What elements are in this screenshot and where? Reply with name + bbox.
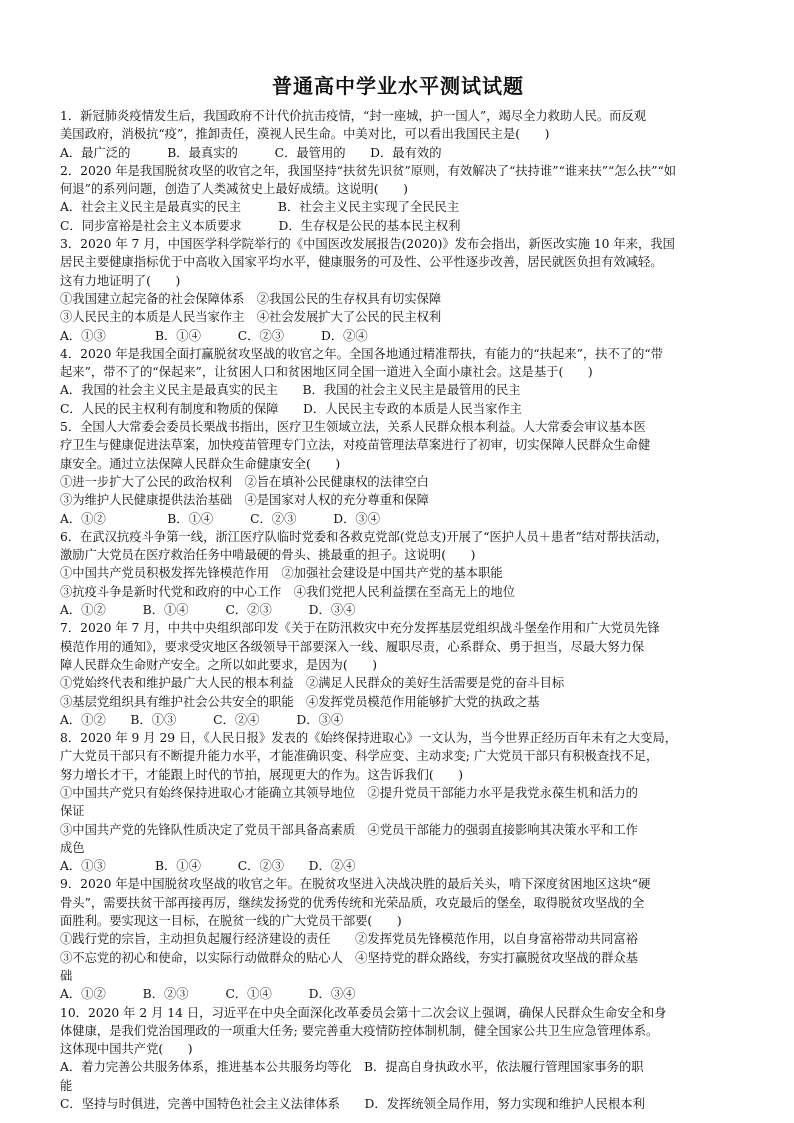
question-9 — [60, 875, 736, 1003]
question-line: 起来”，带不了的“保起来”，让贫困人口和贫困地区同全国一道进入全面小康社会。这是基于( ) — [60, 365, 593, 380]
question-line: 8．2020 年 9 月 29 日，《人民日报》发表的《始终保持进取心》一文认为，当今世界正经历百年未有之大变局， — [60, 731, 678, 746]
question-line: A．我国的社会主义民主是最真实的民主 B．我国的社会主义民主是最管用的民主 — [60, 383, 521, 398]
question-line: 9．2020 年是中国脱贫攻坚战的收官之年。在脱贫攻坚进入决战决胜的最后关头，啃下深度贫困地区这块“硬 — [60, 877, 651, 892]
question-line: A．社会主义民主是最真实的民主 B．社会主义民主实现了全民民主 — [60, 200, 460, 215]
question-line: 体健康，是我们党治国理政的一项重大任务; 要完善重大疫情防控体制机制，健全国家公共卫生应急管理体系。 — [60, 1023, 659, 1038]
question-line: A．最广泛的 B．最真实的 C．最管用的 D．最有效的 — [60, 145, 442, 160]
question-line: 2．2020 年是我国脱贫攻坚的收官之年，我国坚持“扶贫先识贫”原则，有效解决了“扶持谁”“谁来扶”“怎么扶”“如 — [60, 163, 677, 178]
question-list — [60, 107, 736, 1113]
question-line: 激励广大党员在医疗救治任务中啃最硬的骨头、挑最重的担子。这说明( ) — [60, 548, 476, 563]
question-line: 面胜利。要实现这一目标，在脱贫一线的广大党员干部要( ) — [60, 914, 402, 929]
question-line: 这有力地证明了( ) — [60, 273, 181, 288]
question-line: C．坚持与时俱进，完善中国特色社会主义法律体系 D．发挥统领全局作用，努力实现和维护人民根本利 — [60, 1097, 645, 1112]
question-line: ③抗疫斗争是新时代党和政府的中心工作 ④我们党把人民利益摆在至高无上的地位 — [60, 584, 515, 599]
question-line: 7．2020 年 7 月，中共中央组织部印发《关于在防汛救灾中充分发挥基层党组织战斗堡垒作用和广大党员先锋 — [60, 621, 660, 636]
question-line: 骨头”，需要扶贫干部再接再厉，继续发扬党的优秀传统和光荣品质，攻克最后的堡垒，取得脱贫攻坚战的全 — [60, 895, 645, 910]
question-line: ③为维护人民健康提供法治基础 ④是国家对人权的充分尊重和保障 — [60, 493, 429, 508]
question-line: 能 — [60, 1078, 73, 1093]
question-line: 何退”的系列问题，创造了人类减贫史上最好成绩。这说明( ) — [60, 182, 408, 197]
question-line: 3．2020 年 7 月，中国医学科学院举行的《中国医改发展报告(2020)》发布会指出，新医改实施 10 年来，我国 — [60, 237, 675, 252]
question-5 — [60, 418, 736, 528]
page-title: 普通高中学业水平测试试题 — [272, 74, 524, 98]
question-line: 康安全。通过立法保障人民群众生命健康安全( ) — [60, 456, 341, 471]
question-line: ③不忘党的初心和使命，以实际行动做群众的贴心人 ④坚持党的群众路线，夯实打赢脱贫攻坚战的群众基 — [60, 950, 638, 965]
question-line: A．①② B．②③ C．①④ D．③④ — [60, 987, 356, 1002]
question-line: A．①② B．①③ C．②④ D．③④ — [60, 712, 344, 727]
question-line: ③基层党组织具有维护社会公共安全的职能 ④发挥党员模范作用能够扩大党的执政之基 — [60, 694, 540, 709]
question-line: ①践行党的宗旨，主动担负起履行经济建设的责任 ②发挥党员先锋模范作用，以自身富裕带动共同富裕 — [60, 932, 638, 947]
question-line: A．①③ B．①④ C．②③ D．②④ — [60, 328, 368, 343]
question-line: ①我国建立起完备的社会保障体系 ②我国公民的生存权具有切实保障 — [60, 291, 442, 306]
question-line: 居民主要健康指标优于中高收入国家平均水平，健康服务的可及性、公平性逐步改善，居民就医负担有效减轻。 — [60, 255, 663, 270]
question-line: ③人民民主的本质是人民当家作主 ④社会发展扩大了公民的民主权利 — [60, 310, 442, 325]
question-7 — [60, 619, 736, 729]
question-8 — [60, 729, 736, 875]
question-line: ①中国共产党只有始终保持进取心才能确立其领导地位 ②提升党员干部能力水平是我党永葆生机和活力的 — [60, 785, 638, 800]
question-line: ③中国共产党的先锋队性质决定了党员干部具备高素质 ④党员干部能力的强弱直接影响其决策水平和工作 — [60, 822, 638, 837]
question-line: 5．全国人大常委会委员长栗战书指出，医疗卫生领域立法，关系人民群众根本利益。人大常委会审议基本医 — [60, 420, 646, 435]
question-3 — [60, 235, 736, 345]
question-line: 努力增长才干，才能跟上时代的节拍，展现更大的作为。这告诉我们( ) — [60, 767, 464, 782]
question-2 — [60, 162, 736, 235]
question-line: ①中国共产党员积极发挥先锋模范作用 ②加强社会建设是中国共产党的基本职能 — [60, 566, 503, 581]
question-line: 础 — [60, 968, 73, 983]
question-line: ①党始终代表和维护最广大人民的根本利益 ②满足人民群众的美好生活需要是党的奋斗目标 — [60, 676, 565, 691]
question-line: 这体现中国共产党( ) — [60, 1042, 193, 1057]
question-line: 6．在武汉抗疫斗争第一线，浙江医疗队临时党委和各救克党部(党总支)开展了“医护人员＋患者”结对帮扶活动， — [60, 529, 668, 544]
question-10 — [60, 1004, 736, 1114]
question-6 — [60, 528, 736, 619]
question-line: 模范作用的通知》，要求受灾地区各级领导干部要深入一线、履职尽责，心系群众、勇于担当，尽最大努力保 — [60, 639, 645, 654]
exam-page — [60, 70, 736, 1113]
question-line: 广大党员干部只有不断提升能力水平，才能准确识变、科学应变、主动求变; 广大党员干部只有积极查找不足， — [60, 749, 659, 764]
question-line: 4．2020 年是我国全面打赢脱贫攻坚战的收官之年。全国各地通过精准帮扶，有能力的“扶起来”，扶不了的“带 — [60, 346, 663, 361]
question-line: 疗卫生与健康促进法草案，加快疫苗管理专门立法，对疫苗管理法草案进行了初审，切实保障人民群众生命健 — [60, 438, 651, 453]
question-line: C．同步富裕是社会主义本质要求 D．生存权是公民的基本民主权利 — [60, 218, 461, 233]
question-line: ①进一步扩大了公民的政治权利 ②旨在填补公民健康权的法律空白 — [60, 474, 429, 489]
question-line: 保证 — [60, 804, 85, 819]
question-line: C．人民的民主权利有制度和物质的保障 D．人民民主专政的本质是人民当家作主 — [60, 401, 522, 416]
question-1 — [60, 107, 736, 162]
question-line: A．①② B．①④ C．②③ D．③④ — [60, 603, 356, 618]
question-line: 1．新冠肺炎疫情发生后，我国政府不计代价抗击疫情，“封一座城，护一国人”，竭尽全力救助人民。而反观 — [60, 109, 647, 123]
question-line: A．①② B．①④ C．②③ D．③④ — [60, 511, 381, 526]
question-line: 10．2020 年 2 月 14 日，习近平在中央全面深化改革委员会第十二次会议上强调，确保人民群众生命安全和身 — [60, 1005, 667, 1020]
question-line: 障人民群众生命财产安全。之所以如此要求，是因为( ) — [60, 657, 378, 672]
question-line: A．着力完善公共服务体系，推进基本公共服务均等化 B．提高自身执政水平，依法履行管理国家事务的职 — [60, 1060, 644, 1075]
question-line: 成色 — [60, 840, 85, 855]
question-4 — [60, 345, 736, 418]
question-line: 美国政府，消极抗“疫”，推卸责任，漠视人民生命。中美对比，可以看出我国民主是( ) — [60, 127, 550, 142]
question-line: A．①③ B．①④ C．②③ D．②④ — [60, 859, 356, 874]
